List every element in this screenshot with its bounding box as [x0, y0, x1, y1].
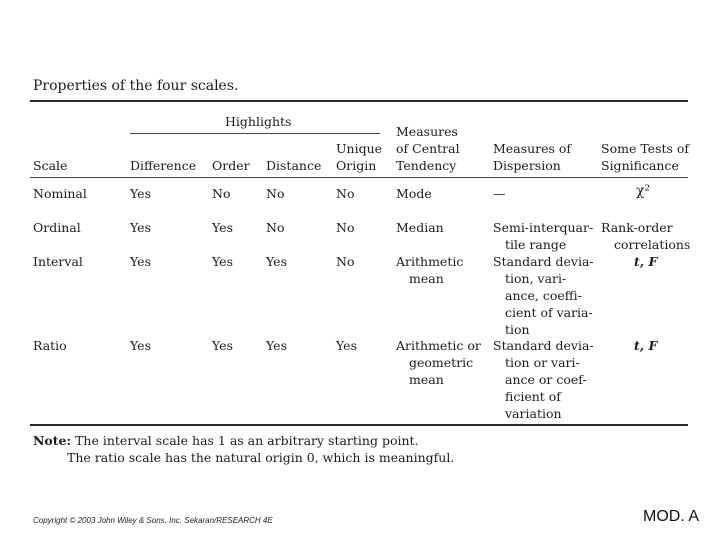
bottom-rule	[30, 424, 688, 426]
cell-scale: Ordinal	[33, 220, 81, 235]
cell-scale: Nominal	[33, 186, 87, 201]
note-line-1: The interval scale has 1 as an arbitrary starting point.	[75, 433, 419, 448]
header-order: Order	[212, 158, 250, 173]
table-title: Properties of the four scales.	[33, 78, 239, 94]
cell-difference: Yes	[130, 338, 151, 353]
header-scale: Scale	[33, 158, 68, 173]
note-line-2: The ratio scale has the natural origin 0, which is meaningful.	[67, 450, 455, 465]
header-dispersion: Measures of Dispersion	[493, 141, 572, 173]
cell-dispersion: Standard devia- tion, vari- ance, coeffi- cient of varia- tion	[493, 254, 594, 337]
cell-central: Median	[396, 220, 444, 235]
top-rule	[30, 100, 688, 102]
cell-order: No	[212, 186, 231, 201]
cell-origin: No	[336, 220, 355, 235]
cell-origin: No	[336, 186, 355, 201]
cell-difference: Yes	[130, 186, 151, 201]
highlights-rule	[130, 133, 380, 134]
cell-tests: χ²	[636, 183, 651, 199]
cell-origin: Yes	[336, 338, 357, 353]
header-distance: Distance	[266, 158, 322, 173]
note-label: Note:	[33, 433, 72, 448]
cell-distance: Yes	[266, 254, 287, 269]
cell-tests: Rank-order correlations	[601, 220, 691, 252]
cell-dispersion: Semi-interquar- tile range	[493, 220, 594, 252]
cell-central: Arithmetic mean	[396, 254, 464, 286]
cell-central: Mode	[396, 186, 432, 201]
cell-scale: Ratio	[33, 338, 67, 353]
cell-tests: t, F	[634, 254, 658, 269]
cell-dispersion: —	[493, 186, 506, 201]
module-label: MOD. A	[643, 508, 700, 525]
copyright-footer: Copyright © 2003 John Wiley & Sons, Inc. Sekaran/RESEARCH 4E	[33, 516, 273, 525]
cell-distance: No	[266, 186, 285, 201]
table-note	[33, 432, 454, 466]
cell-order: Yes	[212, 338, 233, 353]
cell-difference: Yes	[130, 220, 151, 235]
cell-order: Yes	[212, 220, 233, 235]
cell-order: Yes	[212, 254, 233, 269]
cell-tests: t, F	[634, 338, 658, 353]
header-rule	[30, 177, 688, 178]
cell-dispersion: Standard devia- tion or vari- ance or coef- ficient of variation	[493, 338, 594, 421]
cell-difference: Yes	[130, 254, 151, 269]
cell-origin: No	[336, 254, 355, 269]
cell-distance: No	[266, 220, 285, 235]
header-difference: Difference	[130, 158, 197, 173]
header-significance: Some Tests of Significance	[601, 141, 690, 173]
cell-distance: Yes	[266, 338, 287, 353]
header-central-tendency: Measures of Central Tendency	[396, 124, 460, 173]
header-unique-origin: Unique Origin	[336, 141, 383, 173]
cell-scale: Interval	[33, 254, 83, 269]
cell-central: Arithmetic or geometric mean	[396, 338, 481, 387]
highlights-header: Highlights	[225, 114, 292, 129]
